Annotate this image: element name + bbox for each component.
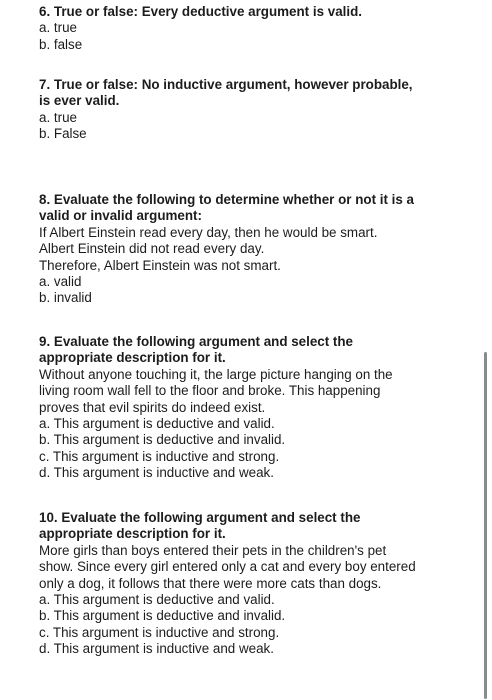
option-d[interactable]: d. This argument is inductive and weak.	[39, 641, 274, 657]
option-a[interactable]: a. true	[39, 109, 77, 125]
question-title: 9. Evaluate the following argument and select the	[39, 334, 353, 349]
argument-text: living room wall fell to the floor and broke. This happening	[39, 383, 381, 399]
argument-text: proves that evil spirits do indeed exist.	[39, 399, 266, 415]
question-7	[39, 77, 469, 143]
argument-text: Albert Einstein did not read every day.	[39, 241, 265, 257]
question-title: 10. Evaluate the following argument and select the	[39, 510, 361, 525]
argument-text: If Albert Einstein read every day, then he would be smart.	[39, 224, 378, 240]
question-9	[39, 334, 469, 482]
option-a[interactable]: a. This argument is deductive and valid.	[39, 416, 275, 432]
question-6	[39, 4, 469, 53]
option-b[interactable]: b. false	[39, 36, 83, 52]
question-title: 7. True or false: No inductive argument, however probable,	[39, 77, 413, 92]
question-title: appropriate description for it.	[39, 350, 226, 366]
question-title: is ever valid.	[39, 93, 120, 109]
question-8	[39, 192, 469, 307]
question-title: appropriate description for it.	[39, 526, 226, 542]
option-c[interactable]: c. This argument is inductive and strong.	[39, 624, 280, 640]
option-c[interactable]: c. This argument is inductive and strong.	[39, 448, 280, 464]
argument-text: show. Since every girl entered only a cat and every boy entered	[39, 559, 416, 575]
option-b[interactable]: b. invalid	[39, 290, 92, 306]
option-b[interactable]: b. This argument is deductive and invalid.	[39, 432, 286, 448]
option-d[interactable]: d. This argument is inductive and weak.	[39, 465, 274, 481]
argument-text: Without anyone touching it, the large picture hanging on the	[39, 366, 393, 382]
question-title: valid or invalid argument:	[39, 208, 202, 224]
question-10	[39, 510, 469, 658]
argument-text: only a dog, it follows that there were more cats than dogs.	[39, 575, 382, 591]
option-a[interactable]: a. This argument is deductive and valid.	[39, 592, 275, 608]
argument-text: Therefore, Albert Einstein was not smart.	[39, 257, 281, 273]
vertical-scrollbar[interactable]	[484, 352, 487, 699]
option-a[interactable]: a. true	[39, 20, 77, 36]
option-b[interactable]: b. False	[39, 126, 87, 142]
option-b[interactable]: b. This argument is deductive and invalid.	[39, 608, 286, 624]
option-a[interactable]: a. valid	[39, 274, 82, 290]
question-title: 8. Evaluate the following to determine whether or not it is a	[39, 192, 414, 207]
argument-text: More girls than boys entered their pets in the children's pet	[39, 542, 387, 558]
question-title: 6. True or false: Every deductive argument is valid.	[39, 4, 362, 19]
